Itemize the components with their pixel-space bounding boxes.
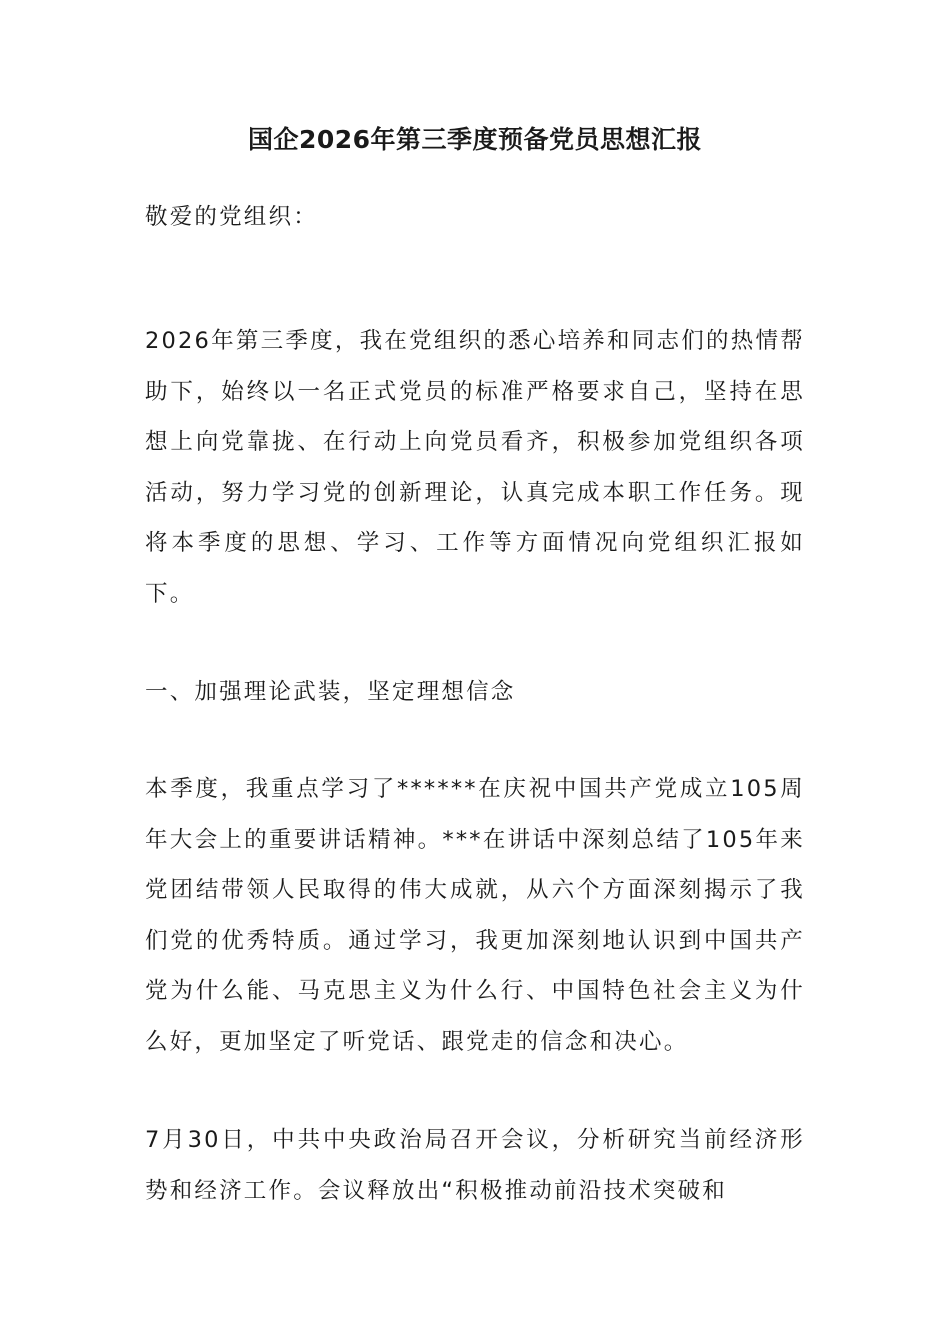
greeting: 敬爱的党组织： xyxy=(145,204,318,230)
theory-paragraph: 本季度，我重点学习了******在庆祝中国共产党成立105周年大会上的重要讲话精神。***在讲话中深刻总结了105年来党团结带领人民取得的伟大成就，从六个方面深刻揭示了我们党的优秀特质。通过学习，我更加深刻地认识到中国共产党为什么能、马克思主义为什么行、中国特色社会主义为什么好，更加坚定了听党话、跟党走的信念和决心。 xyxy=(145,776,805,1055)
intro-paragraph: 2026年第三季度，我在党组织的悉心培养和同志们的热情帮助下，始终以一名正式党员的标准严格要求自己，坚持在思想上向党靠拢、在行动上向党员看齐，积极参加党组织各项活动，努力学习党的创新理论，认真完成本职工作任务。现将本季度的思想、学习、工作等方面情况向党组织汇报如下。 xyxy=(145,328,805,607)
meeting-paragraph: 7月30日，中共中央政治局召开会议，分析研究当前经济形势和经济工作。会议释放出“积极推动前沿技术突破和 xyxy=(145,1127,805,1204)
section-heading: 一、加强理论武装，坚定理想信念 xyxy=(145,679,516,705)
document-title: 国企2026年第三季度预备党员思想汇报 xyxy=(247,125,703,154)
